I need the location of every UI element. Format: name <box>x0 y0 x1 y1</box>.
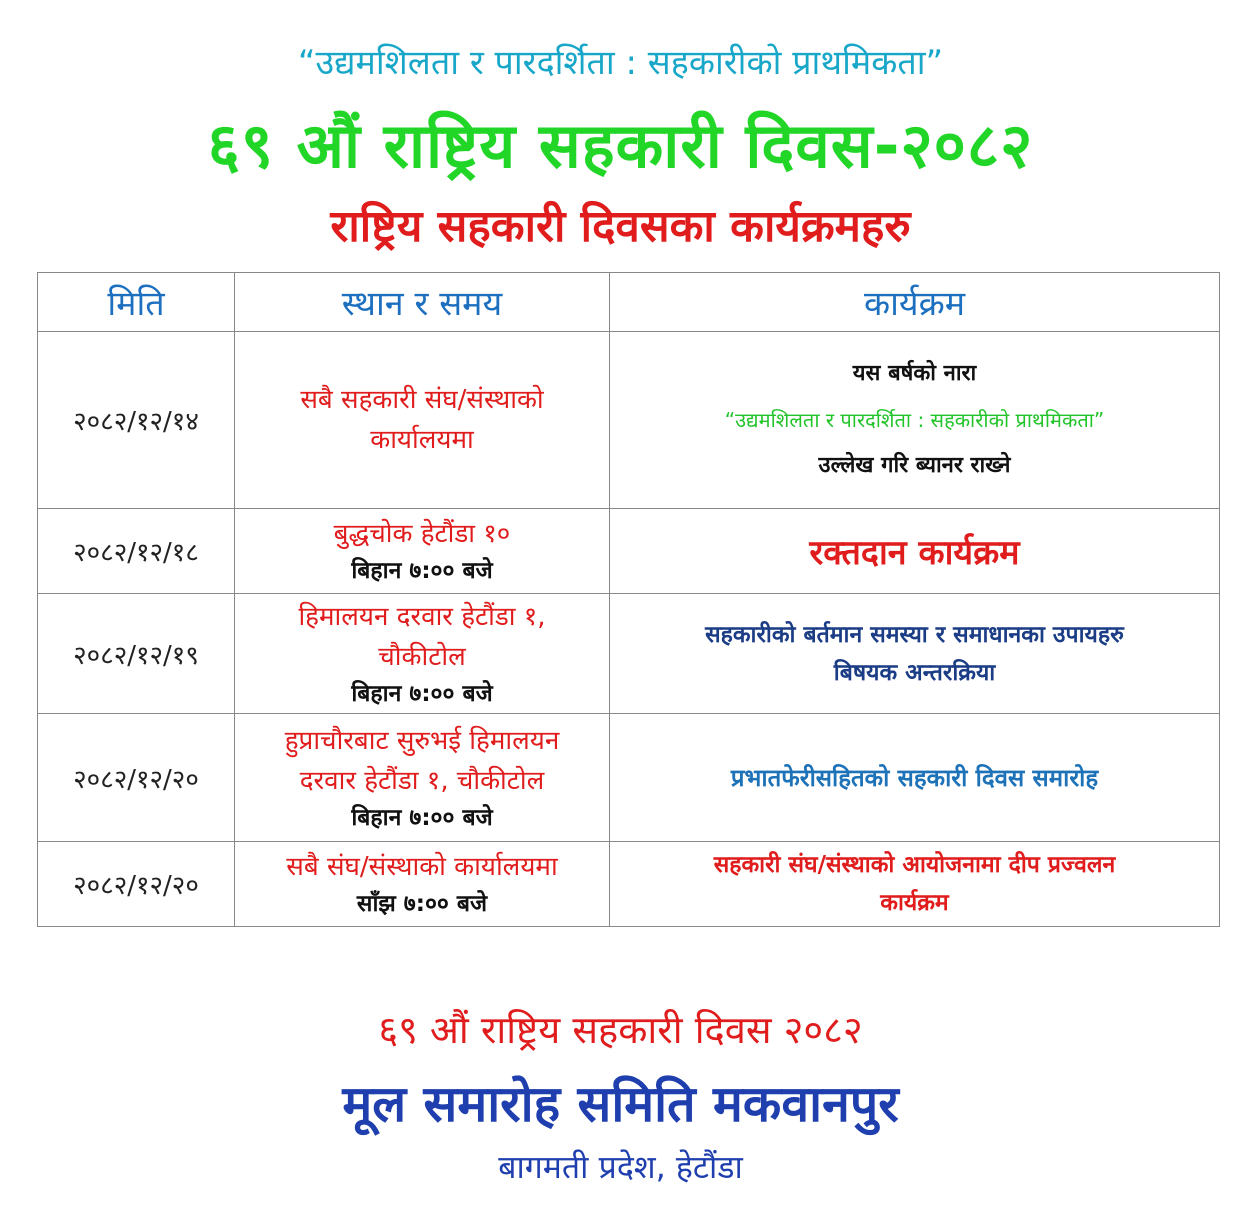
table-row <box>38 594 1220 714</box>
table-row <box>38 332 1220 509</box>
place-cell <box>235 714 610 842</box>
date-cell: २०८२/१२/१४ <box>38 332 235 509</box>
date-cell: २०८२/१२/२० <box>38 714 235 842</box>
program-table <box>37 272 1220 927</box>
header-date: मिति <box>38 273 235 332</box>
place-line: कार्यालयमा <box>370 425 474 455</box>
place-line: दरवार हेटौंडा १, चौकीटोल <box>299 765 545 796</box>
program-slogan: “उद्यमशिलता र पारदर्शिता : सहकारीको प्राथमिकता” <box>724 408 1105 432</box>
table-row <box>38 714 1220 842</box>
time-line: बिहान ७:०० बजे <box>351 804 493 831</box>
program-line: प्रभातफेरीसहितको सहकारी दिवस समारोह <box>730 764 1099 792</box>
time-line: बिहान ७:०० बजे <box>351 558 493 584</box>
date-cell: २०८२/१२/१८ <box>38 509 235 594</box>
place-cell <box>235 594 610 714</box>
place-cell <box>235 842 610 927</box>
program-line: यस बर्षको नारा <box>852 361 977 386</box>
program-cell <box>610 509 1220 594</box>
place-line: सबै संघ/संस्थाको कार्यालयमा <box>286 852 558 882</box>
date-cell: २०८२/१२/१९ <box>38 594 235 714</box>
program-line: सहकारीको बर्तमान समस्या र समाधानका उपायहरु <box>705 621 1124 648</box>
place-line: हिमालयन दरवार हेटौंडा १, <box>298 601 546 632</box>
place-line: बुद्धचोक हेटौंडा १० <box>333 519 511 549</box>
program-line: सहकारी संघ/संस्थाको आयोजनामा दीप प्रज्वलन <box>713 852 1116 878</box>
place-line: सबै सहकारी संघ/संस्थाको <box>300 385 544 415</box>
table-row <box>38 842 1220 927</box>
footer-event-title: ६९ औं राष्ट्रिय सहकारी दिवस २०८२ <box>378 1008 863 1052</box>
program-cell <box>610 594 1220 714</box>
main-title: ६९ औं राष्ट्रिय सहकारी दिवस-२०८२ <box>207 109 1034 182</box>
date-cell: २०८२/१२/२० <box>38 842 235 927</box>
sub-title: राष्ट्रिय सहकारी दिवसका कार्यक्रमहरु <box>330 201 911 252</box>
program-cell <box>610 332 1220 509</box>
table-row <box>38 509 1220 594</box>
table-header-row <box>38 273 1220 332</box>
time-line: बिहान ७:०० बजे <box>351 680 493 707</box>
place-line: चौकीटोल <box>378 641 466 672</box>
footer-location: बागमती प्रदेश, हेटौंडा <box>498 1148 743 1186</box>
place-line: हुप्राचौरबाट सुरुभई हिमालयन <box>284 725 560 756</box>
program-line: बिषयक अन्तरक्रिया <box>833 659 996 686</box>
header-place-time: स्थान र समय <box>235 273 610 332</box>
slogan: “उद्यमशिलता र पारदर्शिता : सहकारीको प्राथमिकता” <box>297 43 944 83</box>
program-line: उल्लेख गरि ब्यानर राख्ने <box>818 453 1011 478</box>
program-cell <box>610 714 1220 842</box>
program-line: कार्यक्रम <box>880 890 949 916</box>
time-line: साँझ ७:०० बजे <box>356 891 488 917</box>
header-program: कार्यक्रम <box>610 273 1220 332</box>
program-line: रक्तदान कार्यक्रम <box>809 533 1020 573</box>
program-cell <box>610 842 1220 927</box>
footer-committee: मूल समारोह समिति मकवानपुर <box>342 1075 899 1133</box>
place-cell <box>235 332 610 509</box>
place-cell <box>235 509 610 594</box>
